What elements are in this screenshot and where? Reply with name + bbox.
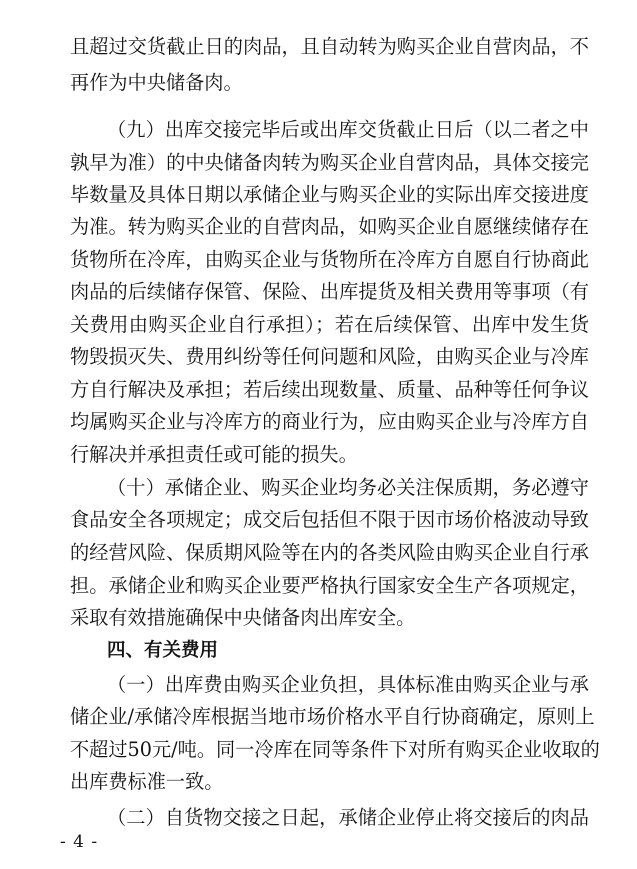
text-line: 方自行解决及承担；若后续出现数量、质量、品种等任何争议	[70, 378, 589, 401]
text-line: 物毁损灭失、费用纠纷等任何问题和风险，由购买企业与冷库	[70, 345, 589, 368]
text-line: 担。承储企业和购买企业要严格执行国家安全生产各项规定，	[70, 574, 589, 597]
text-line: 的经营风险、保质期风险等在内的各类风险由购买企业自行承	[70, 541, 589, 564]
text-line: 关费用由购买企业自行承担）；若在后续保管、出库中发生货	[70, 313, 589, 336]
text-line: 再作为中央储备肉。	[70, 71, 243, 94]
text-line: 货物所在冷库，由购买企业与货物所在冷库方自愿自行协商此	[70, 248, 589, 271]
text-line: 且超过交货截止日的肉品，且自动转为购买企业自营肉品，不	[70, 35, 589, 58]
text-line: 出库费标准一致。	[70, 770, 224, 793]
text-line: 均属购买企业与冷库方的商业行为，应由购买企业与冷库方自	[70, 410, 589, 433]
text-line: 肉品的后续储存保管、保险、出库提货及相关费用等事项（有	[70, 280, 589, 303]
text-line: 食品安全各项规定；成交后包括但不限于因市场价格波动导致	[70, 508, 589, 531]
paragraph-9-first-line: （九）出库交接完毕后或出库交货截止日后（以二者之中	[107, 118, 589, 141]
section-heading: 四、有关费用	[107, 640, 219, 661]
paragraph-10-first-line: （十）承储企业、购买企业均务必关注保质期，务必遵守	[107, 476, 589, 499]
text-line: 为准。转为购买企业的自营肉品，如购买企业自愿继续储存在	[70, 215, 589, 238]
text-line: 不超过50元/吨。同一冷库在同等条件下对所有购买企业收取的	[70, 738, 600, 761]
fees-item-1-first-line: （一）出库费由购买企业负担，具体标准由购买企业与承	[107, 673, 589, 696]
text-line: 孰早为准）的中央储备肉转为购买企业自营肉品，具体交接完	[70, 151, 589, 174]
text-line: 毕数量及具体日期以承储企业与购买企业的实际出库交接进度	[70, 183, 589, 206]
fees-item-2-first-line: （二）自货物交接之日起，承储企业停止将交接后的肉品	[107, 806, 589, 829]
text-line: 采取有效措施确保中央储备肉出库安全。	[70, 606, 416, 629]
page-number: - 4 -	[60, 832, 99, 852]
text-line: 储企业/承储冷库根据当地市场价格水平自行协商确定，原则上	[70, 705, 595, 728]
text-line: 行解决并承担责任或可能的损失。	[70, 443, 358, 466]
